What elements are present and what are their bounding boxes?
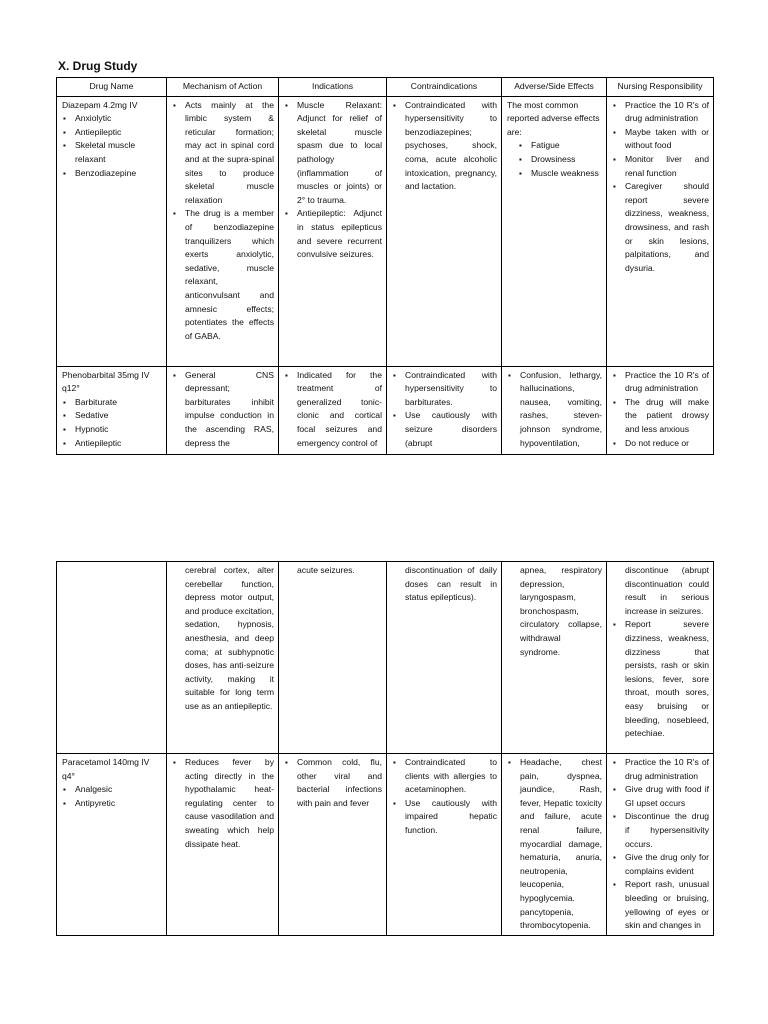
adverse-item: ▪ Drowsiness: [507, 153, 602, 167]
mechanism-cell: [167, 754, 279, 936]
indication-item: ▪ Antiepileptic: Adjunct in status epilepticus and severe recurrent convulsive seizures.: [284, 207, 382, 261]
adverse-effects-cell: [502, 96, 607, 366]
adverse-intro: The most common reported adverse effects are:: [507, 99, 600, 137]
drug-study-table: [56, 77, 714, 455]
contraindication-item: ▪ Use cautiously with seizure disorders (abrupt: [392, 409, 497, 450]
nursing-item: ▪ Maybe taken with or without food: [612, 126, 709, 153]
nursing-item: ▪ Give drug with food if GI upset occurs: [612, 783, 709, 810]
contraindications-cell: [387, 366, 502, 454]
adverse-effects-cell: apnea, respiratory depression, laryngospasm, bronchospasm, circulatory collapse, withdrawal syndrome.: [502, 562, 607, 754]
indications-cell: acute seizures.: [279, 562, 387, 754]
table-row: [57, 96, 714, 366]
nursing-cell: [607, 96, 714, 366]
drug-class: ▪ Antipyretic: [62, 797, 162, 811]
nursing-item: ▪ Caregiver should report severe dizziness, weakness, drowsiness, and rash or skin lesions, palpitations, and dysuria.: [612, 180, 709, 275]
nursing-continued: discontinue (abrupt discontinuation could result in serious increase in seizures.: [625, 565, 709, 616]
drug-name: Diazepam 4.2mg IV: [62, 99, 138, 110]
column-header: Contraindications: [387, 78, 502, 97]
drug-name-cell: [57, 562, 167, 754]
column-header: Adverse/Side Effects: [502, 78, 607, 97]
nursing-item: ▪ Practice the 10 R's of drug administration: [612, 99, 709, 126]
column-header: Nursing Responsibility: [607, 78, 714, 97]
drug-class: ▪ Antiepileptic: [62, 126, 162, 140]
indication-item: ▪ Indicated for the treatment of generalized tonic-clonic and cortical focal seizures and emergency control of: [284, 369, 382, 451]
contraindications-cell: [387, 96, 502, 366]
contraindications-cell: [387, 754, 502, 936]
drug-class: ▪ Anxiolytic: [62, 112, 162, 126]
mechanism-item: ▪ Acts mainly at the limbic system & reticular formation; may act in spinal cord and at the supra-spinal sites to produce skeletal muscle relaxation: [172, 99, 274, 208]
mechanism-cell: [167, 96, 279, 366]
table-row: [57, 366, 714, 454]
indication-item: ▪ Common cold, flu, other viral and bacterial infections with pain and fever: [284, 756, 382, 810]
nursing-cell: [607, 366, 714, 454]
indications-cell: [279, 366, 387, 454]
nursing-cell: [607, 562, 714, 754]
drug-class: ▪ Barbiturate: [62, 396, 162, 410]
column-header: Mechanism of Action: [167, 78, 279, 97]
indications-cell: [279, 96, 387, 366]
drug-class: ▪ Analgesic: [62, 783, 162, 797]
contraindication-item: ▪ Contraindicated with hypersensitivity to benzodiazepines; psychoses, shock, coma, acute alcoholic intoxication, pregnancy, and lactation.: [392, 99, 497, 194]
drug-class: ▪ Benzodiazepine: [62, 167, 162, 181]
nursing-item: ▪ Report rash, unusual bleeding or bruising, yellowing of eyes or skin and changes in: [612, 878, 709, 932]
column-header: Drug Name: [57, 78, 167, 97]
drug-class: ▪ Antiepileptic: [62, 437, 162, 451]
drug-class: ▪ Sedative: [62, 409, 162, 423]
drug-class: ▪ Skeletal muscle relaxant: [62, 139, 162, 166]
nursing-item: ▪ Give the drug only for complains evident: [612, 851, 709, 878]
column-header: Indications: [279, 78, 387, 97]
adverse-item: ▪ Headache, chest pain, dyspnea, jaundice, Rash, fever, Hepatic toxicity and failure, acute renal failure, myocardial damage, hematuria, anuria, neutropenia, leucopenia, hypoglycemia. pancytopenia, thrombocytopenia.: [507, 756, 602, 933]
adverse-item: ▪ Muscle weakness: [507, 167, 602, 181]
mechanism-item: ▪ Reduces fever by acting directly in the hypothalamic heat-regulating center to cause vasodilation and sweating which help dissipate heat.: [172, 756, 274, 851]
page-title: X. Drug Study: [58, 59, 138, 73]
contraindication-item: ▪ Use cautiously with impaired hepatic function.: [392, 797, 497, 838]
nursing-item: ▪ Practice the 10 R's of drug administration: [612, 756, 709, 783]
drug-name-cell: [57, 96, 167, 366]
nursing-cell: [607, 754, 714, 936]
drug-name: Phenobarbital 35mg IV q12°: [62, 369, 150, 394]
nursing-item: ▪ The drug will make the patient drowsy and less anxious: [612, 396, 709, 437]
mechanism-cell: [167, 366, 279, 454]
drug-study-table-continued: [56, 561, 714, 936]
contraindications-cell: discontinuation of daily doses can result in status epilepticus).: [387, 562, 502, 754]
indication-item: ▪ Muscle Relaxant: Adjunct for relief of skeletal muscle spasm due to local pathology (inflammation of muscles or joints) or 2° to trauma.: [284, 99, 382, 208]
indications-cell: [279, 754, 387, 936]
table-row: [57, 562, 714, 754]
adverse-item: ▪ Fatigue: [507, 139, 602, 153]
mechanism-item: ▪ General CNS depressant; barbiturates inhibit impulse conduction in the ascending RAS, depress the: [172, 369, 274, 451]
nursing-item: ▪ Report severe dizziness, weakness, dizziness that persists, rash or skin lesions, fever, sore throat, mouth sores, easy bruising or bleeding, nosebleed, petechiae.: [612, 618, 709, 740]
drug-name-cell: [57, 754, 167, 936]
nursing-item: ▪ Discontinue the drug if hypersensitivity occurs.: [612, 810, 709, 851]
contraindication-item: ▪ Contraindicated with hypersensitivity to barbiturates.: [392, 369, 497, 410]
mechanism-cell: cerebral cortex, alter cerebellar function, depress motor output, and produce excitation, sedation, hypnosis, anesthesia, and deep coma; at subhypnotic doses, has anti-seizure activity, making it suitable for long term use as an antiepileptic.: [167, 562, 279, 754]
drug-class: ▪ Hypnotic: [62, 423, 162, 437]
drug-name: Paracetamol 140mg IV q4°: [62, 757, 150, 781]
adverse-item: ▪ Confusion, lethargy, hallucinations, nausea, vomiting, rashes, steven-johnson syndrome, hypoventilation,: [507, 369, 602, 451]
adverse-effects-cell: [502, 366, 607, 454]
nursing-item: ▪ Monitor liver and renal function: [612, 153, 709, 180]
table-header-row: [57, 78, 714, 97]
nursing-item: ▪ Do not reduce or: [612, 437, 709, 451]
drug-name-cell: [57, 366, 167, 454]
contraindication-item: ▪ Contraindicated to clients with allergies to acetaminophen.: [392, 756, 497, 797]
nursing-item: ▪ Practice the 10 R's of drug administration: [612, 369, 709, 396]
mechanism-item: ▪ The drug is a member of benzodiazepine tranquilizers which exerts anxiolytic, sedative, muscle relaxant, anticonvulsant and amnesic effects; potentiates the effects of GABA.: [172, 207, 274, 343]
table-row: [57, 754, 714, 936]
adverse-effects-cell: [502, 754, 607, 936]
